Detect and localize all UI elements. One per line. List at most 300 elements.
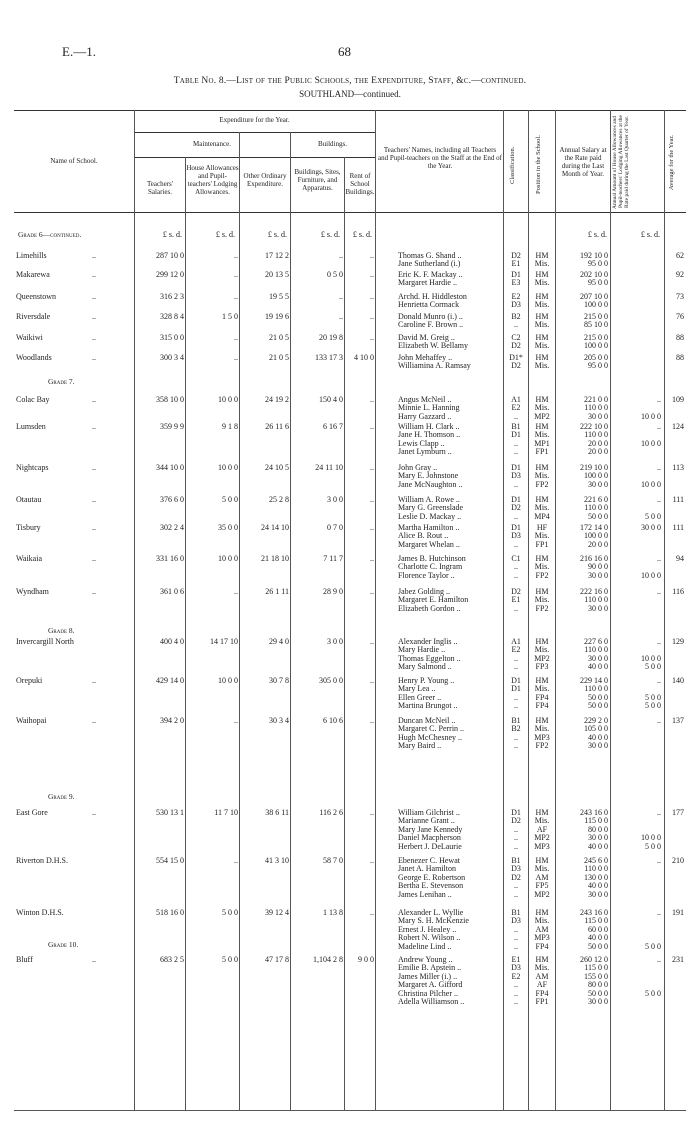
classification: D1* <box>509 353 523 362</box>
school-name: Limehills <box>16 251 47 260</box>
annual-salary: 222 16 0 <box>580 587 608 596</box>
teacher-name: Margaret E. Hamilton <box>398 595 469 604</box>
buildings-expenditure: .. <box>339 251 343 260</box>
teacher-name: Martha Hamilton .. <box>398 523 460 532</box>
school-name: Otautau <box>16 495 42 504</box>
classification: .. <box>514 842 518 851</box>
school-name: Waikiwi <box>16 333 43 342</box>
school-dots: .. <box>92 554 96 563</box>
classification: E2 <box>511 403 521 412</box>
other-expenditure: 41 3 10 <box>265 856 289 865</box>
rent-amount: .. <box>370 908 374 917</box>
classification: D3 <box>511 864 521 873</box>
position: Mis. <box>534 531 550 540</box>
teachers-salaries: 344 10 0 <box>156 463 184 472</box>
annual-salary: 229 2 0 <box>584 716 608 725</box>
average-attendance: 137 <box>672 716 684 725</box>
teacher-name: John Mehaffey .. <box>398 353 453 362</box>
classification: B1 <box>511 422 521 431</box>
school-dots: .. <box>92 251 96 260</box>
annual-salary: 110 0 0 <box>584 503 608 512</box>
classification: .. <box>514 662 518 671</box>
teacher-name: Elizabeth W. Bellamy <box>398 341 468 350</box>
other-expenditure: 30 7 8 <box>269 676 289 685</box>
position: FP2 <box>535 741 549 750</box>
teachers-salaries: 359 9 9 <box>160 422 184 431</box>
teachers-salaries: 518 16 0 <box>156 908 184 917</box>
teacher-name: Marianne Grant .. <box>398 816 455 825</box>
header-house-allowances: House Allowances and Pupil-teachers' Lodging Allowances. <box>186 164 239 196</box>
house-allowances: 5 0 0 <box>222 908 238 917</box>
school-name: Orepuki <box>16 676 43 685</box>
classification: B2 <box>511 724 521 733</box>
school-name: Wyndham <box>16 587 49 596</box>
annual-allowance: .. <box>657 908 661 917</box>
annual-salary: 90 0 0 <box>588 562 608 571</box>
lsd-label: £ s. d. <box>587 230 607 239</box>
annual-salary: 30 0 0 <box>588 997 608 1006</box>
teacher-name: Mary E. Johnstone <box>398 471 459 480</box>
buildings-expenditure: 58 7 0 <box>323 856 343 865</box>
buildings-expenditure: 116 2 6 <box>319 808 343 817</box>
position: FP4 <box>535 693 549 702</box>
annual-salary: 40 0 0 <box>588 881 608 890</box>
position: HM <box>535 908 549 917</box>
rent-amount: .. <box>370 808 374 817</box>
average-attendance: 210 <box>672 856 684 865</box>
classification: .. <box>514 933 518 942</box>
classification: .. <box>514 942 518 951</box>
rent-amount: .. <box>370 587 374 596</box>
classification: .. <box>514 989 518 998</box>
position: HM <box>535 270 549 279</box>
annual-allowance: 10 0 0 <box>641 412 661 421</box>
teachers-salaries: 328 8 4 <box>160 312 184 321</box>
grade-label: Grade 8. <box>48 626 75 635</box>
position: AM <box>535 925 549 934</box>
other-expenditure: 26 1 11 <box>265 587 289 596</box>
teacher-name: Mary Baird .. <box>398 741 442 750</box>
buildings-expenditure: 133 17 3 <box>315 353 343 362</box>
teacher-name: Caroline F. Brown .. <box>398 320 464 329</box>
classification: D2 <box>511 503 521 512</box>
teacher-name: Thomas Eggelton .. <box>398 654 461 663</box>
annual-salary: 260 12 0 <box>580 955 608 964</box>
other-expenditure: 19 5 5 <box>269 292 289 301</box>
annual-salary: 40 0 0 <box>588 933 608 942</box>
teacher-name: Margaret C. Perrin .. <box>398 724 465 733</box>
lsd-label: £ s. d. <box>215 230 235 239</box>
position: Mis. <box>534 645 550 654</box>
teacher-name: James Lenihan .. <box>398 890 452 899</box>
house-allowances: 11 7 10 <box>214 808 238 817</box>
position: MP2 <box>534 412 550 421</box>
annual-allowance: .. <box>657 422 661 431</box>
school-name: Riverton D.H.S. <box>16 856 68 865</box>
annual-salary: 207 10 0 <box>580 292 608 301</box>
classification: D1 <box>511 495 521 504</box>
teacher-name: Mary Salmond .. <box>398 662 452 671</box>
average-attendance: 76 <box>676 312 684 321</box>
classification: .. <box>514 881 518 890</box>
teacher-name: Mary Lea .. <box>398 684 436 693</box>
position: Mis. <box>534 916 550 925</box>
rent-amount: .. <box>370 554 374 563</box>
teacher-name: Janet A. Hamilton <box>398 864 456 873</box>
annual-salary: 30 0 0 <box>588 412 608 421</box>
classification: E1 <box>511 595 521 604</box>
annual-salary: 202 10 0 <box>580 270 608 279</box>
teacher-name: Bertha E. Stevenson <box>398 881 464 890</box>
classification: D1 <box>511 463 521 472</box>
classification: D2 <box>511 873 521 882</box>
annual-salary: 205 0 0 <box>584 353 608 362</box>
classification: .. <box>514 654 518 663</box>
classification: .. <box>514 480 518 489</box>
classification: .. <box>514 925 518 934</box>
teacher-name: Margaret A. Gifford <box>398 980 463 989</box>
buildings-expenditure: 1,104 2 8 <box>313 955 343 964</box>
annual-salary: 80 0 0 <box>588 825 608 834</box>
classification: .. <box>514 571 518 580</box>
annual-allowance: 5 0 0 <box>645 942 661 951</box>
buildings-expenditure: 20 19 8 <box>319 333 343 342</box>
rent-amount: .. <box>370 523 374 532</box>
position: AF <box>536 825 548 834</box>
position: HM <box>535 312 549 321</box>
annual-salary: 243 16 0 <box>580 808 608 817</box>
position: HM <box>535 808 549 817</box>
rent-amount: .. <box>370 676 374 685</box>
classification: D1 <box>511 684 521 693</box>
house-allowances: .. <box>234 292 238 301</box>
header-buildings: Buildings. <box>318 140 347 148</box>
rent-amount: .. <box>370 463 374 472</box>
annual-allowance: 5 0 0 <box>645 842 661 851</box>
house-allowances: 1 5 0 <box>222 312 238 321</box>
lsd-label: £ s. d. <box>640 230 660 239</box>
classification: .. <box>514 701 518 710</box>
annual-allowance: 10 0 0 <box>641 439 661 448</box>
annual-allowance: .. <box>657 676 661 685</box>
teachers-salaries: 358 10 0 <box>156 395 184 404</box>
teacher-name: Jabez Golding .. <box>398 587 450 596</box>
annual-allowance: .. <box>657 716 661 725</box>
header-rent: Rent of School Buildings. <box>345 172 375 196</box>
buildings-expenditure: .. <box>339 292 343 301</box>
annual-salary: 215 0 0 <box>584 333 608 342</box>
school-name: Nightcaps <box>16 463 49 472</box>
position: FP1 <box>535 997 549 1006</box>
buildings-expenditure: 6 16 7 <box>323 422 343 431</box>
school-dots: .. <box>92 312 96 321</box>
table-subtitle: SOUTHLAND—continued. <box>299 89 401 99</box>
rent-amount: .. <box>370 251 374 260</box>
buildings-expenditure: 305 0 0 <box>319 676 343 685</box>
annual-salary: 192 10 0 <box>580 251 608 260</box>
annual-salary: 30 0 0 <box>588 480 608 489</box>
teachers-salaries: 299 12 0 <box>156 270 184 279</box>
classification: D1 <box>511 523 521 532</box>
average-attendance: 177 <box>672 808 684 817</box>
teacher-name: Lewis Clapp .. <box>398 439 445 448</box>
position: MP2 <box>534 833 550 842</box>
teacher-name: Harry Gazzard .. <box>398 412 452 421</box>
teacher-name: Andrew Young .. <box>398 955 453 964</box>
classification: E1 <box>511 259 521 268</box>
annual-salary: 222 10 0 <box>580 422 608 431</box>
teacher-name: Herbert J. DeLaurie <box>398 842 462 851</box>
school-dots: .. <box>92 955 96 964</box>
annual-salary: 245 6 0 <box>584 856 608 865</box>
annual-salary: 95 0 0 <box>588 361 608 370</box>
classification: D2 <box>511 341 521 350</box>
position: AF <box>536 980 548 989</box>
position: AM <box>535 873 549 882</box>
annual-salary: 115 0 0 <box>584 816 608 825</box>
school-dots: .. <box>92 587 96 596</box>
annual-salary: 221 6 0 <box>584 495 608 504</box>
position: MP2 <box>534 890 550 899</box>
annual-salary: 30 0 0 <box>588 571 608 580</box>
other-expenditure: 47 17 8 <box>265 955 289 964</box>
annual-salary: 100 0 0 <box>584 471 608 480</box>
annual-allowance: .. <box>657 395 661 404</box>
school-dots: .. <box>92 716 96 725</box>
teacher-name: Ellen Greer .. <box>398 693 442 702</box>
annual-salary: 110 0 0 <box>584 864 608 873</box>
annual-salary: 100 0 0 <box>584 531 608 540</box>
teacher-name: Alexander L. Wyllie <box>398 908 464 917</box>
position: MP3 <box>534 733 550 742</box>
classification: A1 <box>511 395 521 404</box>
teachers-salaries: 331 16 0 <box>156 554 184 563</box>
school-dots: .. <box>92 292 96 301</box>
buildings-expenditure: 3 0 0 <box>327 495 343 504</box>
school-name: Woodlands <box>16 353 52 362</box>
other-expenditure: 29 4 0 <box>269 637 289 646</box>
position: HM <box>535 292 549 301</box>
annual-allowance: 5 0 0 <box>645 701 661 710</box>
position: Mis. <box>534 300 550 309</box>
rent-amount: .. <box>370 716 374 725</box>
position: HM <box>535 716 549 725</box>
annual-salary: 20 0 0 <box>588 447 608 456</box>
average-attendance: 88 <box>676 333 684 342</box>
teacher-name: Adella Williamson .. <box>398 997 465 1006</box>
house-allowances: 10 0 0 <box>218 395 238 404</box>
header-other-ordinary: Other Ordinary Expenditure. <box>243 172 287 188</box>
classification: .. <box>514 412 518 421</box>
buildings-expenditure: 7 11 7 <box>323 554 343 563</box>
position: HM <box>535 463 549 472</box>
teacher-name: Elizabeth Gordon .. <box>398 604 461 613</box>
position: MP2 <box>534 654 550 663</box>
teacher-name: Janet Lymburn .. <box>398 447 452 456</box>
buildings-expenditure: .. <box>339 312 343 321</box>
teacher-name: Florence Taylor .. <box>398 571 455 580</box>
other-expenditure: 21 0 5 <box>269 353 289 362</box>
position: Mis. <box>534 562 550 571</box>
annual-allowance: .. <box>657 856 661 865</box>
teachers-salaries: 530 13 1 <box>156 808 184 817</box>
classification: .. <box>514 604 518 613</box>
position: HM <box>535 856 549 865</box>
other-expenditure: 17 12 2 <box>265 251 289 260</box>
grade-label: Grade 6—continued. <box>18 230 82 239</box>
position: MP1 <box>534 439 550 448</box>
teacher-name: Mary S. H. McKenzie <box>398 916 469 925</box>
teacher-name: George E. Robertson <box>398 873 466 882</box>
teacher-name: Ebenezer C. Hewat <box>398 856 460 865</box>
teachers-salaries: 315 0 0 <box>160 333 184 342</box>
house-allowances: .. <box>234 251 238 260</box>
position: FP2 <box>535 571 549 580</box>
annual-salary: 243 16 0 <box>580 908 608 917</box>
classification: .. <box>514 439 518 448</box>
buildings-expenditure: 24 11 10 <box>315 463 343 472</box>
teacher-name: Alexander Inglis .. <box>398 637 458 646</box>
annual-salary: 30 0 0 <box>588 654 608 663</box>
classification: .. <box>514 997 518 1006</box>
position: Mis. <box>534 430 550 439</box>
classification: B1 <box>511 908 521 917</box>
rent-amount: .. <box>370 312 374 321</box>
position: HM <box>535 955 549 964</box>
classification: C1 <box>511 554 521 563</box>
school-dots: .. <box>92 808 96 817</box>
other-expenditure: 26 11 6 <box>265 422 289 431</box>
teacher-name: Henrietta Cormack <box>398 300 460 309</box>
other-expenditure: 24 10 5 <box>265 463 289 472</box>
header-name: Name of School. <box>50 157 98 165</box>
rent-amount: 4 10 0 <box>354 353 374 362</box>
average-attendance: 129 <box>672 637 684 646</box>
teacher-name: James Miller (i.) .. <box>398 972 458 981</box>
house-allowances: 5 0 0 <box>222 495 238 504</box>
classification: A1 <box>511 637 521 646</box>
school-name: Riversdale <box>16 312 51 321</box>
annual-allowance: .. <box>657 463 661 472</box>
teacher-name: Hugh McChesney .. <box>398 733 462 742</box>
house-allowances: .. <box>234 353 238 362</box>
buildings-expenditure: 3 0 0 <box>327 637 343 646</box>
teacher-name: Donald Munro (i.) .. <box>398 312 463 321</box>
classification: D1 <box>511 430 521 439</box>
classification: D2 <box>511 587 521 596</box>
teacher-name: Jane McNaughton .. <box>398 480 463 489</box>
buildings-expenditure: 1 13 8 <box>323 908 343 917</box>
teacher-name: Williamina A. Ramsay <box>398 361 471 370</box>
teacher-name: Margaret Hardie .. <box>398 278 457 287</box>
buildings-expenditure: 28 9 0 <box>323 587 343 596</box>
teachers-salaries: 302 2 4 <box>160 523 184 532</box>
position: Mis. <box>534 684 550 693</box>
classification: D2 <box>511 251 521 260</box>
house-allowances: 10 0 0 <box>218 554 238 563</box>
classification: D3 <box>511 300 521 309</box>
teachers-salaries: 376 6 0 <box>160 495 184 504</box>
annual-salary: 30 0 0 <box>588 833 608 842</box>
house-allowances: 5 0 0 <box>222 955 238 964</box>
position: Mis. <box>534 816 550 825</box>
classification: D1 <box>511 808 521 817</box>
annual-allowance: .. <box>657 554 661 563</box>
annual-allowance: 5 0 0 <box>645 693 661 702</box>
annual-salary: 219 10 0 <box>580 463 608 472</box>
teacher-name: William A. Rowe .. <box>398 495 460 504</box>
school-dots: .. <box>92 353 96 362</box>
annual-salary: 110 0 0 <box>584 430 608 439</box>
classification: .. <box>514 693 518 702</box>
rent-amount: .. <box>370 637 374 646</box>
position: FP2 <box>535 480 549 489</box>
school-dots: .. <box>92 395 96 404</box>
classification: .. <box>514 562 518 571</box>
school-dots: .. <box>92 676 96 685</box>
annual-salary: 229 14 0 <box>580 676 608 685</box>
annual-salary: 115 0 0 <box>584 963 608 972</box>
rent-amount: .. <box>370 333 374 342</box>
average-attendance: 111 <box>672 495 684 504</box>
average-attendance: 94 <box>676 554 684 563</box>
classification: D3 <box>511 531 521 540</box>
classification: .. <box>514 825 518 834</box>
position: Mis. <box>534 320 550 329</box>
classification: E1 <box>511 955 521 964</box>
average-attendance: 191 <box>672 908 684 917</box>
position: HM <box>535 333 549 342</box>
header-annual-salary: Annual Salary at the Rate paid during the Last Month of Year. <box>559 146 607 178</box>
house-allowances: .. <box>234 856 238 865</box>
teacher-name: Eric K. F. Mackay .. <box>398 270 463 279</box>
teachers-salaries: 394 2 0 <box>160 716 184 725</box>
teacher-name: Duncan McNeil .. <box>398 716 456 725</box>
annual-allowance: 10 0 0 <box>641 571 661 580</box>
lsd-label: £ s. d. <box>162 230 182 239</box>
house-allowances: 9 1 8 <box>222 422 238 431</box>
header-annual-allowances: Annual Amount of House Allowances and Pupil-teachers' Lodging Allowances at the Rate paid during the Last Quarter of Year. <box>612 115 630 209</box>
rent-amount: .. <box>370 292 374 301</box>
annual-salary: 155 0 0 <box>584 972 608 981</box>
average-attendance: 62 <box>676 251 684 260</box>
rent-amount: .. <box>370 270 374 279</box>
position: FP1 <box>535 540 549 549</box>
position: Mis. <box>534 361 550 370</box>
position: FP4 <box>535 942 549 951</box>
grade-label: Grade 9. <box>48 792 75 801</box>
classification: .. <box>514 980 518 989</box>
position: HM <box>535 422 549 431</box>
rent-amount: .. <box>370 422 374 431</box>
teacher-name: William H. Clark .. <box>398 422 460 431</box>
other-expenditure: 24 14 10 <box>261 523 289 532</box>
header-position: Position in the School. <box>535 135 542 195</box>
annual-salary: 30 0 0 <box>588 741 608 750</box>
classification: D3 <box>511 916 521 925</box>
annual-salary: 227 6 0 <box>584 637 608 646</box>
school-dots: .. <box>92 463 96 472</box>
buildings-expenditure: 0 7 0 <box>327 523 343 532</box>
position: MP4 <box>534 512 550 521</box>
position: FP5 <box>535 881 549 890</box>
annual-salary: 60 0 0 <box>588 925 608 934</box>
average-attendance: 231 <box>672 955 684 964</box>
teacher-name: Christina Pilcher .. <box>398 989 458 998</box>
annual-allowance: 30 0 0 <box>641 523 661 532</box>
position: FP4 <box>535 989 549 998</box>
annual-allowance: .. <box>657 808 661 817</box>
